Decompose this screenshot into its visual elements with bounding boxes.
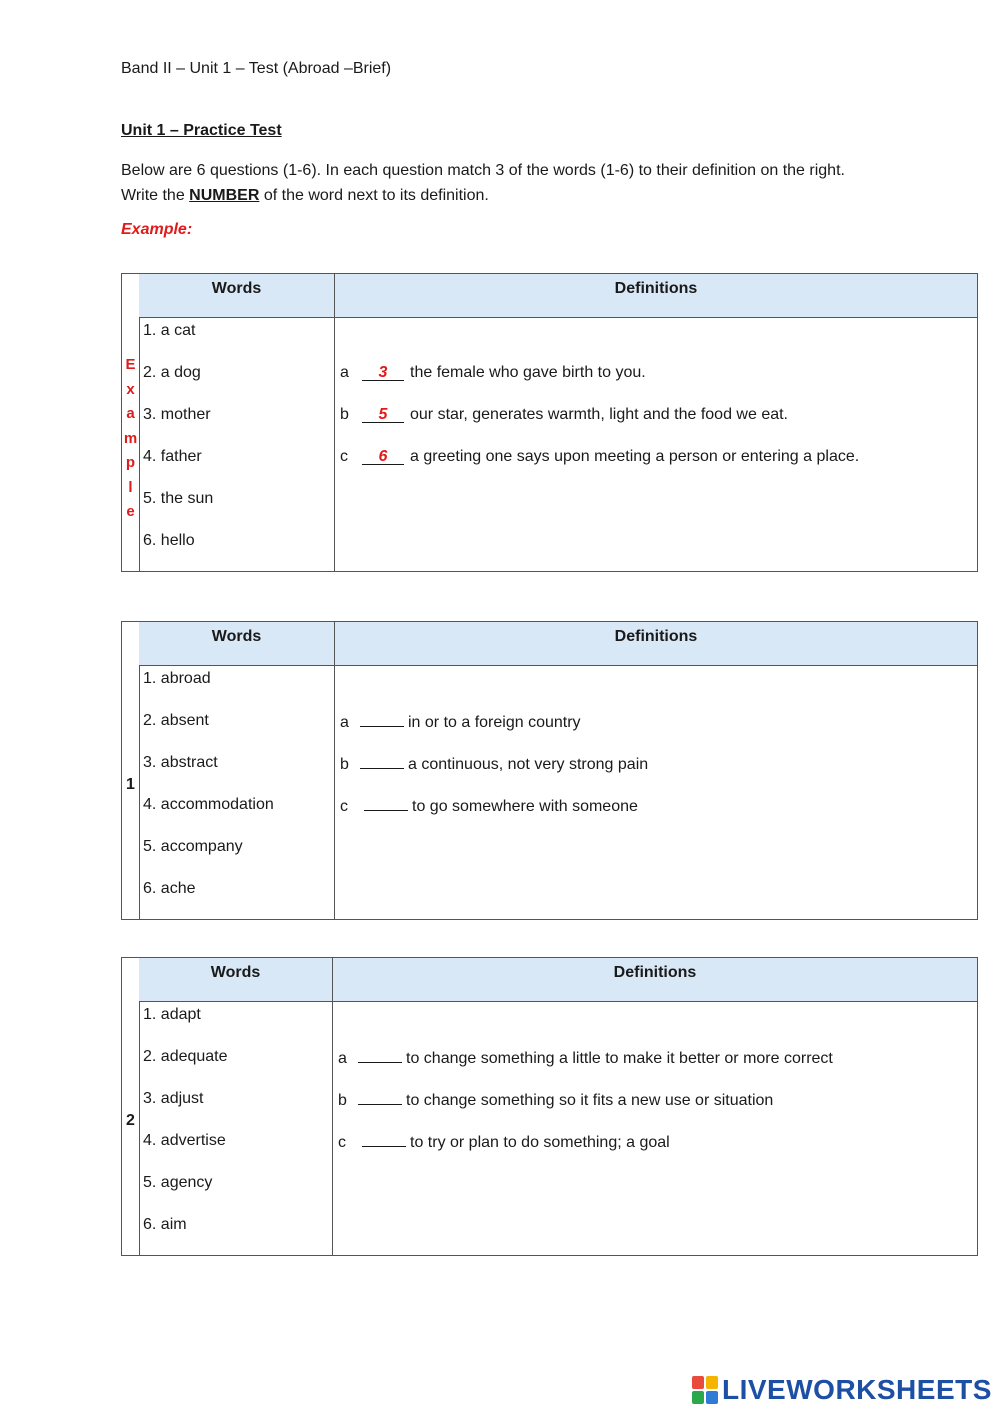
word-item: 2. absent	[143, 712, 209, 729]
answer-blank[interactable]	[360, 754, 404, 769]
definition-row	[338, 1048, 833, 1068]
word-item: 2. adequate	[143, 1048, 228, 1065]
word-item: 1. a cat	[143, 322, 196, 339]
definition-letter: b	[340, 406, 349, 423]
definition-text: a greeting one says upon meeting a person or entering a place.	[410, 448, 860, 465]
definition-text: to change something a little to make it better or more correct	[406, 1050, 833, 1067]
answer-blank[interactable]	[360, 712, 404, 727]
word-item: 6. ache	[143, 880, 196, 897]
word-item: 6. hello	[143, 532, 195, 549]
definition-text: the female who gave birth to you.	[410, 364, 646, 381]
definition-text: to change something so it fits a new use or situation	[406, 1092, 774, 1109]
definition-letter: c	[338, 1134, 346, 1151]
answer-blank[interactable]	[358, 1048, 402, 1063]
word-item: 3. adjust	[143, 1090, 204, 1107]
definition-row	[340, 712, 581, 732]
answer-blank[interactable]	[358, 1090, 402, 1105]
definition-row	[340, 448, 859, 466]
word-item: 6. aim	[143, 1216, 187, 1233]
example-vertical-label: E x a m p l e	[123, 356, 138, 520]
word-item: 5. agency	[143, 1174, 213, 1191]
definition-text: to try or plan to do something; a goal	[410, 1134, 670, 1151]
definition-letter: c	[340, 798, 348, 815]
instructions-part1: Below are 6 questions (1-6). In each question match 3 of the words (1-6) to their definition on the right. Write the	[121, 162, 845, 204]
definition-text: our star, generates warmth, light and the food we eat.	[410, 406, 788, 423]
definitions-header: Definitions	[613, 964, 697, 981]
answer-blank[interactable]	[362, 1132, 406, 1147]
definition-text: in or to a foreign country	[408, 714, 581, 731]
question-1-table	[121, 621, 978, 920]
table-header	[139, 274, 977, 318]
definition-letter: a	[340, 714, 349, 731]
liveworksheets-mark-icon	[692, 1376, 718, 1404]
example-table	[121, 273, 978, 572]
question-side-column	[122, 622, 140, 919]
word-item: 5. the sun	[143, 490, 214, 507]
liveworksheets-logo	[692, 1372, 992, 1408]
word-item: 3. abstract	[143, 754, 218, 771]
brand-name: LIVEWORKSHEETS	[722, 1374, 992, 1405]
word-item: 5. accompany	[143, 838, 243, 855]
definitions-header: Definitions	[614, 280, 698, 297]
definition-row	[340, 364, 646, 382]
definition-letter: a	[338, 1050, 347, 1067]
question-side-column	[122, 958, 140, 1255]
answer-blank[interactable]	[364, 796, 408, 811]
example-answer: 3	[360, 364, 406, 382]
example-label: Example:	[121, 221, 193, 238]
word-item: 4. father	[143, 448, 202, 465]
definitions-header: Definitions	[614, 628, 698, 645]
page-header: Band II – Unit 1 – Test (Abroad –Brief)	[121, 60, 392, 77]
word-item: 4. accommodation	[143, 796, 274, 813]
table-header	[139, 622, 977, 666]
definition-row	[338, 1132, 670, 1152]
table-header	[139, 958, 977, 1002]
definition-text: a continuous, not very strong pain	[408, 756, 649, 773]
definition-row	[340, 754, 648, 774]
definition-row	[338, 1090, 773, 1110]
definition-row	[340, 796, 638, 816]
words-header: Words	[139, 622, 335, 665]
definition-letter: c	[340, 448, 348, 465]
question-2-table	[121, 957, 978, 1256]
section-title: Unit 1 – Practice Test	[121, 122, 282, 139]
word-item: 3. mother	[143, 406, 211, 423]
instructions	[121, 158, 881, 208]
definition-letter: b	[338, 1092, 347, 1109]
question-number: 1	[126, 776, 135, 793]
instructions-part2: of the word next to its definition.	[259, 187, 489, 204]
example-answer: 6	[360, 448, 406, 466]
definition-letter: a	[340, 364, 349, 381]
definition-letter: b	[340, 756, 349, 773]
word-item: 1. abroad	[143, 670, 211, 687]
example-answer: 5	[360, 406, 406, 424]
word-item: 1. adapt	[143, 1006, 201, 1023]
word-item: 2. a dog	[143, 364, 201, 381]
words-header: Words	[139, 958, 333, 1001]
instructions-emphasis: NUMBER	[189, 187, 260, 204]
words-header: Words	[139, 274, 335, 317]
definition-text: to go somewhere with someone	[412, 798, 638, 815]
word-item: 4. advertise	[143, 1132, 226, 1149]
question-number: 2	[126, 1112, 135, 1129]
definition-row	[340, 406, 788, 424]
